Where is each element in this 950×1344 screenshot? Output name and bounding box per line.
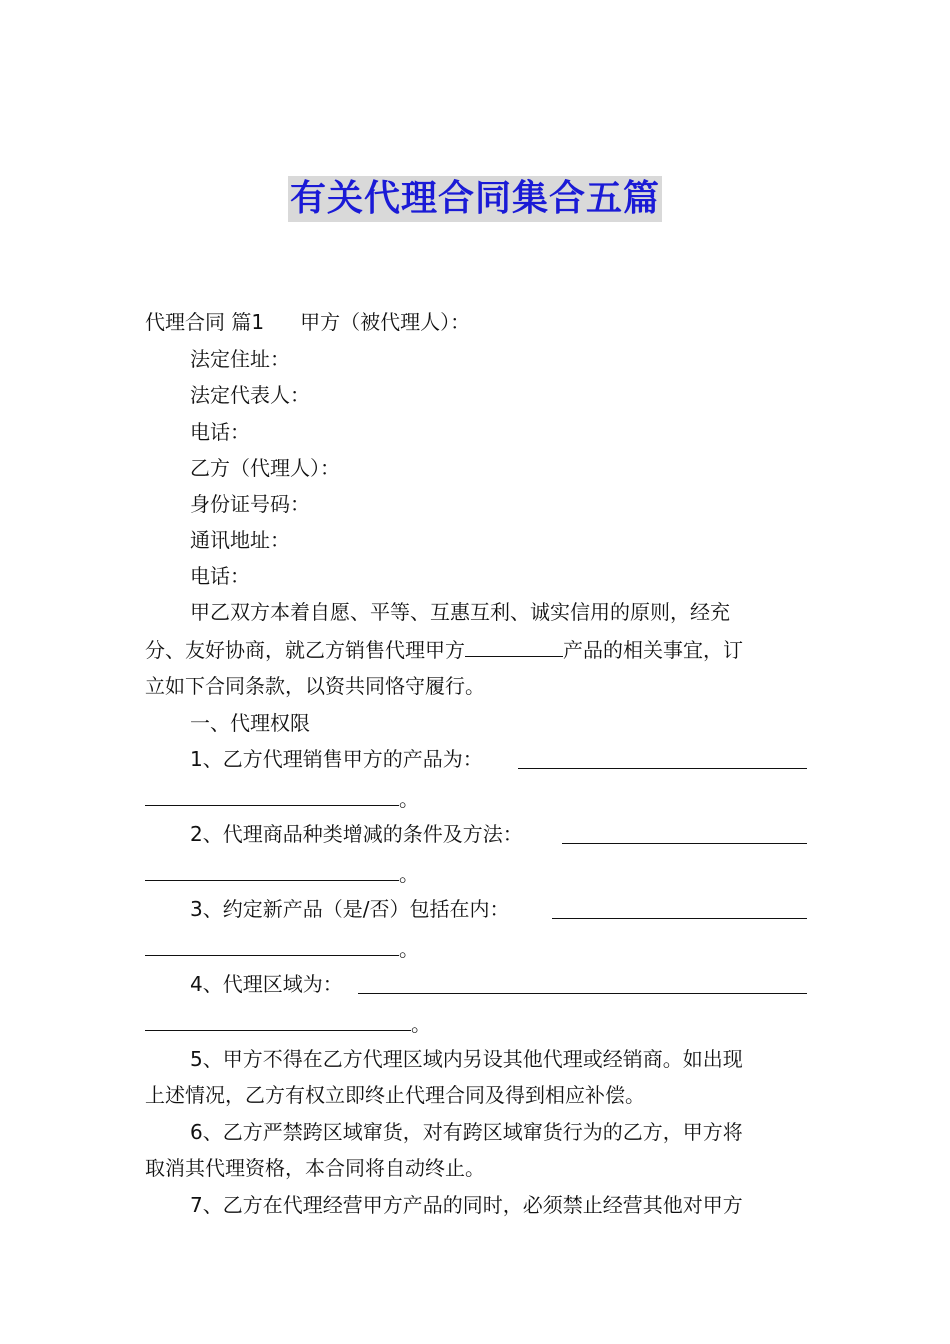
field-phone-a: 电话：: [190, 420, 250, 444]
item-4-continuation: [145, 1010, 431, 1037]
intro-line-2b: 产品的相关事宜，订: [563, 638, 743, 662]
item-2-text: 2、代理商品种类增减的条件及方法：: [190, 822, 523, 846]
item-4: [190, 971, 807, 997]
field-party-b: 乙方（代理人）：: [190, 456, 340, 480]
party-a-label: 甲方（被代理人）：: [300, 310, 471, 334]
product-blank: [465, 636, 563, 657]
item-2-blank: [562, 842, 807, 844]
item-2-end: 。: [399, 862, 419, 886]
item-3-continuation: [145, 935, 419, 962]
item-1-blank: [518, 767, 807, 769]
field-id-number: 身份证号码：: [190, 492, 310, 516]
item-3-end: 。: [399, 937, 419, 961]
item-1: [190, 746, 807, 772]
item-1-end: 。: [399, 787, 419, 811]
item-3-blank: [552, 917, 807, 919]
item-4-text: 4、代理区域为：: [190, 972, 343, 996]
item-3-blank-2: [145, 935, 399, 956]
item-6-line-1: 6、乙方严禁跨区域窜货，对有跨区域窜货行为的乙方，甲方将: [190, 1120, 743, 1144]
field-phone-b: 电话：: [190, 564, 250, 588]
title-container: [0, 176, 950, 222]
item-4-end: 。: [411, 1012, 431, 1036]
item-2-continuation: [145, 860, 419, 887]
item-2-blank-2: [145, 860, 399, 881]
item-5-line-2: 上述情况，乙方有权立即终止代理合同及得到相应补偿。: [145, 1083, 645, 1107]
intro-line-2a: 分、友好协商，就乙方销售代理甲方: [145, 638, 465, 662]
intro-line-3: 立如下合同条款，以资共同恪守履行。: [145, 674, 485, 698]
section-heading: 代理合同 篇1: [145, 310, 265, 334]
item-3: [190, 896, 807, 922]
item-6-line-2: 取消其代理资格，本合同将自动终止。: [145, 1156, 485, 1180]
item-4-blank-2: [145, 1010, 411, 1031]
item-3-text: 3、约定新产品（是/否）包括在内：: [190, 897, 510, 921]
intro-line-2: [145, 636, 743, 663]
item-4-blank: [358, 992, 807, 994]
item-2: [190, 821, 807, 847]
field-legal-address: 法定住址：: [190, 347, 290, 371]
section-1-heading: 一、代理权限: [190, 711, 310, 735]
contract-header-line: [145, 309, 470, 335]
item-7-line-1: 7、乙方在代理经营甲方产品的同时，必须禁止经营其他对甲方: [190, 1193, 743, 1217]
field-legal-representative: 法定代表人：: [190, 383, 310, 407]
item-1-blank-2: [145, 785, 399, 806]
item-1-text: 1、乙方代理销售甲方的产品为：: [190, 747, 483, 771]
intro-line-1: 甲乙双方本着自愿、平等、互惠互利、诚实信用的原则，经充: [190, 600, 730, 624]
item-5-line-1: 5、甲方不得在乙方代理区域内另设其他代理或经销商。如出现: [190, 1047, 743, 1071]
field-mailing-address: 通讯地址：: [190, 528, 290, 552]
document-title: 有关代理合同集合五篇: [288, 176, 662, 222]
item-1-continuation: [145, 785, 419, 812]
